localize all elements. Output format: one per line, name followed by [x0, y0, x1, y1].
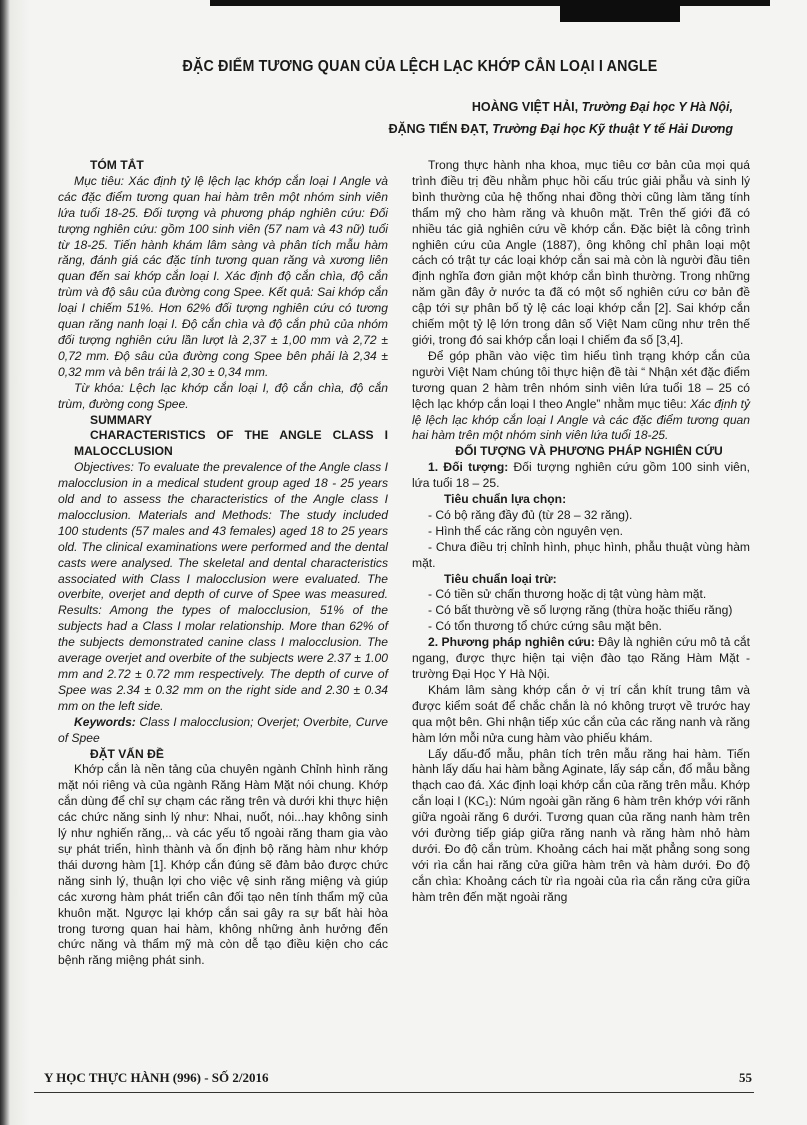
- journal-name: Y HỌC THỰC HÀNH (996) - SỐ 2/2016: [44, 1070, 269, 1085]
- section-heading: ĐẶT VẤN ĐỀ: [90, 746, 164, 761]
- footer-rule: [34, 1092, 754, 1093]
- right-column: [412, 158, 750, 906]
- abstract-vi: Mục tiêu: Xác định tỷ lệ lệch lạc khớp cắn loại I Angle và các đặc điểm tương quan hai hàm trên một nhóm sinh viên lứa tuổi 18-25. Đối tượng và phương pháp nghiên cứu: Đối tượng nghiên cứu: gồm 100 sinh viên (57 nam và 43 nữ) tuổi từ 18-25. Tiến hành khám lâm sàng và phân tích mẫu hàm răng, đánh giá các đặc tính tương quan răng và xương liên quan đến sai khớp cắn loại I. Xác định độ cắn chìa, độ cắn trùm và độ sâu của đường cong Spee. Kết quả: Sai khớp cắn loại I chiếm 51%. Hơn 62% đối tượng nghiên cứu có tương quan răng nanh loại I. Độ cắn chìa và độ cắn phủ của nhóm đối tượng nghiên cứu lần lượt là 2,37 ± 1,00 mm và 2,72 ± 0,72 mm. Độ sâu của đường cong Spee bên phải là 2,34 ± 0,32 mm và bên trái là 2,30 ± 0,34 mm.: [58, 173, 388, 379]
- list-item: - Hình thể các răng còn nguyên vẹn.: [428, 523, 623, 538]
- author-name: HOÀNG VIỆT HẢI,: [471, 100, 579, 114]
- body-paragraph: Trong thực hành nha khoa, mục tiêu cơ bản của mọi quá trình điều trị đều nhằm phục hồi cấu trúc giải phẫu và sinh lý bình thường của hệ thống nhai đồng thời cũng làm tăng tính thẩm mỹ cho hàm răng và khuôn mặt. Trên thế giới đã có nhiều tác giả nghiên cứu về khớp cắn. Đặc biệt là công trình nghiên cứu của Angle (1887), ông không chỉ phân loại một cách có trật tự các loại khớp cắn sai mà còn là người đầu tiên định nghĩa đơn giản một khớp cắn bình thường. Trong những năm gần đây ở nước ta đã có một số nghiên cứu cơ bản đề cập tới sự phân bố tỷ lệ các loại khớp cắn [2]. Sai khớp cắn chiếm một tỷ lệ lớn trong dân số Việt Nam cũng như trên thế giới, trong đó sai khớp cắn loại I chiếm đa số [3,4].: [412, 158, 750, 347]
- subheading: Tiêu chuẩn loại trừ:: [444, 571, 557, 586]
- subheading: Tiêu chuẩn lựa chọn:: [444, 492, 567, 507]
- body-paragraph: 1. Đối tượng: Đối tượng nghiên cứu gồm 100 sinh viên, lứa tuổi 18 – 25.: [412, 460, 750, 491]
- author-block: [389, 96, 733, 140]
- author-line: [389, 96, 733, 118]
- author-affiliation: Trường Đại học Kỹ thuật Y tế Hải Dương: [492, 122, 733, 136]
- author-name: ĐẶNG TIẾN ĐẠT,: [388, 122, 489, 136]
- body-paragraph: Khám lâm sàng khớp cắn ở vị trí cắn khít trung tâm và được kiểm soát để chắc chắn là nó không trượt về trước hay qua một bên. Ghi nhận tiếp xúc cắn của các răng nanh và răng hàm lớn mỗi nửa cung hàm vào phiếu khám.: [412, 682, 750, 745]
- abstract-en: Objectives: To evaluate the prevalence of the Angle class I malocclusion in a medical student group aged 18 - 25 years old and to assess the characteristics of the Angle class I malocclusion. Materials and Methods: The study included 100 students (57 males and 43 females) aged 18 to 25 years old. The clinical examinations were performed and the dental casts were analysed. The skeletal and dental characteristics associated with Class I malocclusion were evaluated. The overbite, overjet and depth of curve of Spee was measured. Results: Among the types of malocclusion, 51% of the subjects had a Class I molar relationship. More than 62% of the subjects demonstrated canine class I malocclusion. The average overjet and overbite of the subjects were 2.37 ± 1.00 mm and 2.72 ± 0.72 mm respectively. The depth of curve of Spee was 2.34 ± 0.32 mm on the right side and 2.30 ± 0.34 mm on the left side.: [58, 460, 388, 713]
- body-paragraph: Lấy dấu-đổ mẫu, phân tích trên mẫu răng hai hàm. Tiến hành lấy dấu hai hàm bằng Aginate, lấy sáp cắn, đổ mẫu bằng thạch cao đá. Xác định loại khớp cắn của răng trên mẫu. Khớp cắn loại I (KC₁): Núm ngoài gần răng 6 hàm trên khớp với rãnh giữa ngoài răng 6 dưới. Tương quan của răng nanh hàm trên với đường tiếp giáp giữa răng nanh và răng hàm nhỏ hàm dưới. Đo độ cắn trùm. Khoảng cách hai mặt phẳng song song với rìa cắn hai răng cửa giữa hàm trên và hàm dưới. Đo độ cắn chìa: Khoảng cách từ rìa ngoài của rìa cắn răng cửa giữa hàm trên đến mặt ngoài răng: [412, 746, 750, 904]
- keywords-en: Keywords: Class I malocclusion; Overjet; Overbite, Curve of Spee: [58, 714, 388, 745]
- body-paragraph: Khớp cắn là nền tảng của chuyên ngành Chỉnh hình răng mặt nói riêng và của ngành Răng Hàm Mặt nói chung. Khớp cắn dùng để chỉ sự chạm các răng trên và dưới khi thực hiện các chức năng sinh lý như: Nhai, nuốt, nói...hay không sinh lý như nghiến răng,.. và các yếu tố ngoài răng tham gia vào sự phát triển, hình thành và ổn định bộ răng hàm như khớp thái dương hàm [1]. Khớp cắn đúng sẽ đảm bảo được chức năng sinh lý, thuận lợi cho việc vệ sinh răng miệng và giúp các xương hàm phát triển cân đối tạo nên tính thẩm mỹ của khuôn mặt. Ngược lại khớp cắn sai gây ra sự bất hài hòa trong tương quan hai hàm, không những ảnh hưởng đến chức năng và thẩm mỹ mà còn dễ tạo điều kiện cho các bệnh răng miệng phát sinh.: [58, 762, 388, 968]
- section-heading: SUMMARY: [90, 412, 153, 427]
- author-affiliation: Trường Đại học Y Hà Nội,: [581, 100, 733, 114]
- page-number: 55: [739, 1070, 752, 1085]
- scan-top-shadow-block: [560, 0, 680, 22]
- body-paragraph: Để góp phần vào việc tìm hiểu tình trạng khớp cắn của người Việt Nam chúng tôi thực hiện đề tài “ Nhận xét đặc điểm tương quan 2 hàm trên nhóm sinh viên lứa tuổi 18 – 25 có lệch lạc khớp cắn loại I theo Angle” nhằm mục tiêu: Xác định tỷ lệ lệch lạc khớp cắn loại I Angle và các đặc điểm tương quan hai hàm trên một nhóm sinh viên lứa tuổi 18-25.: [412, 348, 750, 443]
- list-item: - Có tiền sử chấn thương hoặc dị tật vùng hàm mặt.: [428, 587, 707, 602]
- body-paragraph: 2. Phương pháp nghiên cứu: Đây là nghiên cứu mô tả cắt ngang, được thực hiện tại viện đào tạo Răng Hàm Mặt - trường Đại Học Y Hà Nội.: [412, 635, 750, 681]
- left-column: [58, 158, 388, 969]
- scan-top-shadow: [210, 0, 770, 6]
- page-footer: [34, 1070, 752, 1090]
- author-line: [389, 118, 733, 140]
- list-item: - Có bộ răng đầy đủ (từ 28 – 32 răng).: [428, 507, 633, 522]
- scan-margin: [0, 0, 30, 1125]
- article-title: ĐẶC ĐIỂM TƯƠNG QUAN CỦA LỆCH LẠC KHỚP CẮN LOẠI I ANGLE: [182, 58, 658, 75]
- list-item: - Chưa điều trị chỉnh hình, phục hình, phẫu thuật vùng hàm mặt.: [412, 539, 750, 570]
- keywords-vi: Từ khóa: Lệch lạc khớp cắn loại I, độ cắn chìa, độ cắn trùm, đường cong Spee.: [58, 380, 388, 411]
- summary-title: CHARACTERISTICS OF THE ANGLE CLASS I MALOCCLUSION: [74, 428, 388, 459]
- list-item: - Có tổn thương tổ chức cứng sâu mặt bên.: [428, 619, 662, 634]
- list-item: - Có bất thường về số lượng răng (thừa hoặc thiếu răng): [428, 603, 733, 618]
- section-heading: TÓM TẮT: [90, 158, 144, 172]
- section-heading: ĐỐI TƯỢNG VÀ PHƯƠNG PHÁP NGHIÊN CỨU: [455, 444, 723, 459]
